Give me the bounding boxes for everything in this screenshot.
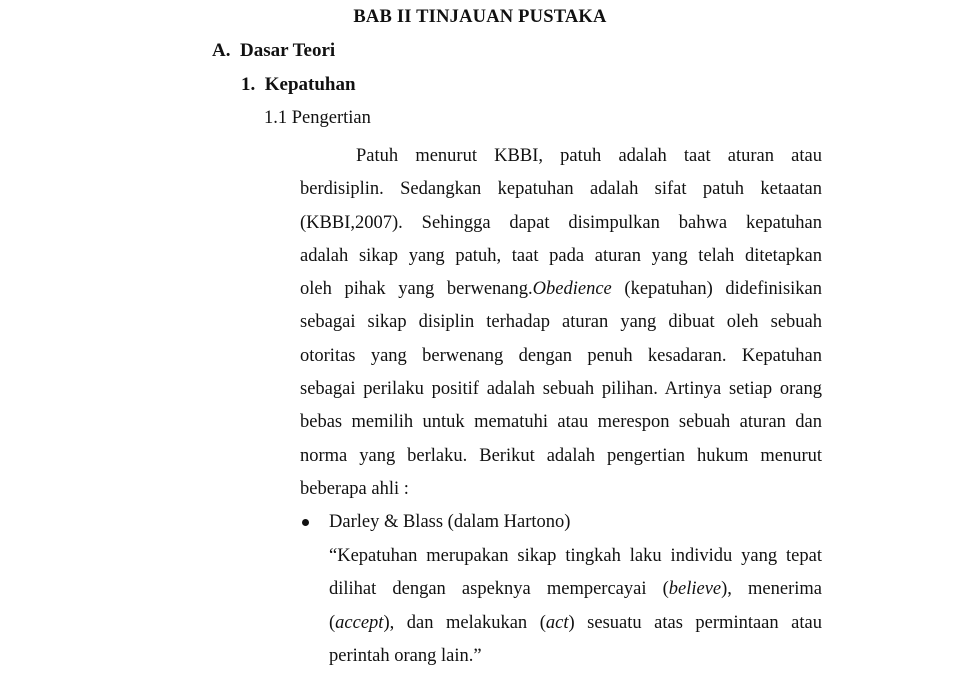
bullet-label: Darley & Blass (dalam Hartono): [329, 512, 571, 532]
chapter-title: BAB II TINJAUAN PUSTAKA: [353, 7, 607, 27]
paragraph-line-8: sebagai perilaku positif adalah sebuah pilihan. Artinya setiap orang: [300, 379, 822, 400]
italic-term-accept: accept: [335, 612, 384, 633]
paragraph-line-7: otoritas yang berwenang dengan penuh kesadaran. Kepatuhan: [300, 345, 822, 366]
paragraph-line-11: beberapa ahli :: [300, 478, 409, 499]
paragraph-line-10: norma yang berlaku. Berikut adalah pengertian hukum menurut: [300, 445, 822, 466]
quote-line-2: dilihat dengan aspeknya mempercayai (believe), menerima: [329, 579, 822, 600]
quote-line-1: “Kepatuhan merupakan sikap tingkah laku individu yang tepat: [329, 546, 822, 566]
body-paragraph: [300, 140, 822, 506]
italic-term-act: act: [545, 612, 569, 633]
bullet-list-item: [300, 506, 822, 539]
paragraph-line-2: berdisiplin. Sedangkan kepatuhan adalah sifat patuh ketaatan: [300, 179, 822, 200]
section-heading-dasar-teori: A. Dasar Teori: [212, 40, 336, 61]
subsection-heading-kepatuhan: 1. Kepatuhan: [241, 74, 356, 95]
paragraph-line-6: sebagai sikap disiplin terhadap aturan yang dibuat oleh sebuah: [300, 312, 822, 333]
italic-term-believe: believe: [668, 579, 722, 600]
italic-term-obedience: Obedience: [532, 279, 612, 300]
paragraph-line-1: Patuh menurut KBBI, patuh adalah taat aturan atau: [356, 146, 822, 166]
subsubsection-heading-pengertian: 1.1 Pengertian: [264, 108, 371, 128]
paragraph-line-5: oleh pihak yang berwenang.Obedience (kepatuhan) didefinisikan: [300, 279, 823, 300]
quote-line-4: perintah orang lain.”: [329, 645, 482, 666]
quote-paragraph: [329, 540, 822, 673]
paragraph-line-4: adalah sikap yang patuh, taat pada aturan yang telah ditetapkan: [300, 245, 822, 266]
quote-line-3: (accept), dan melakukan (act) sesuatu atas permintaan atau: [329, 612, 822, 633]
paragraph-line-9: bebas memilih untuk mematuhi atau merespon sebuah aturan dan: [300, 412, 822, 433]
bullet-dot-icon: [302, 519, 309, 526]
paragraph-line-3: (KBBI,2007). Sehingga dapat disimpulkan bahwa kepatuhan: [300, 212, 822, 233]
